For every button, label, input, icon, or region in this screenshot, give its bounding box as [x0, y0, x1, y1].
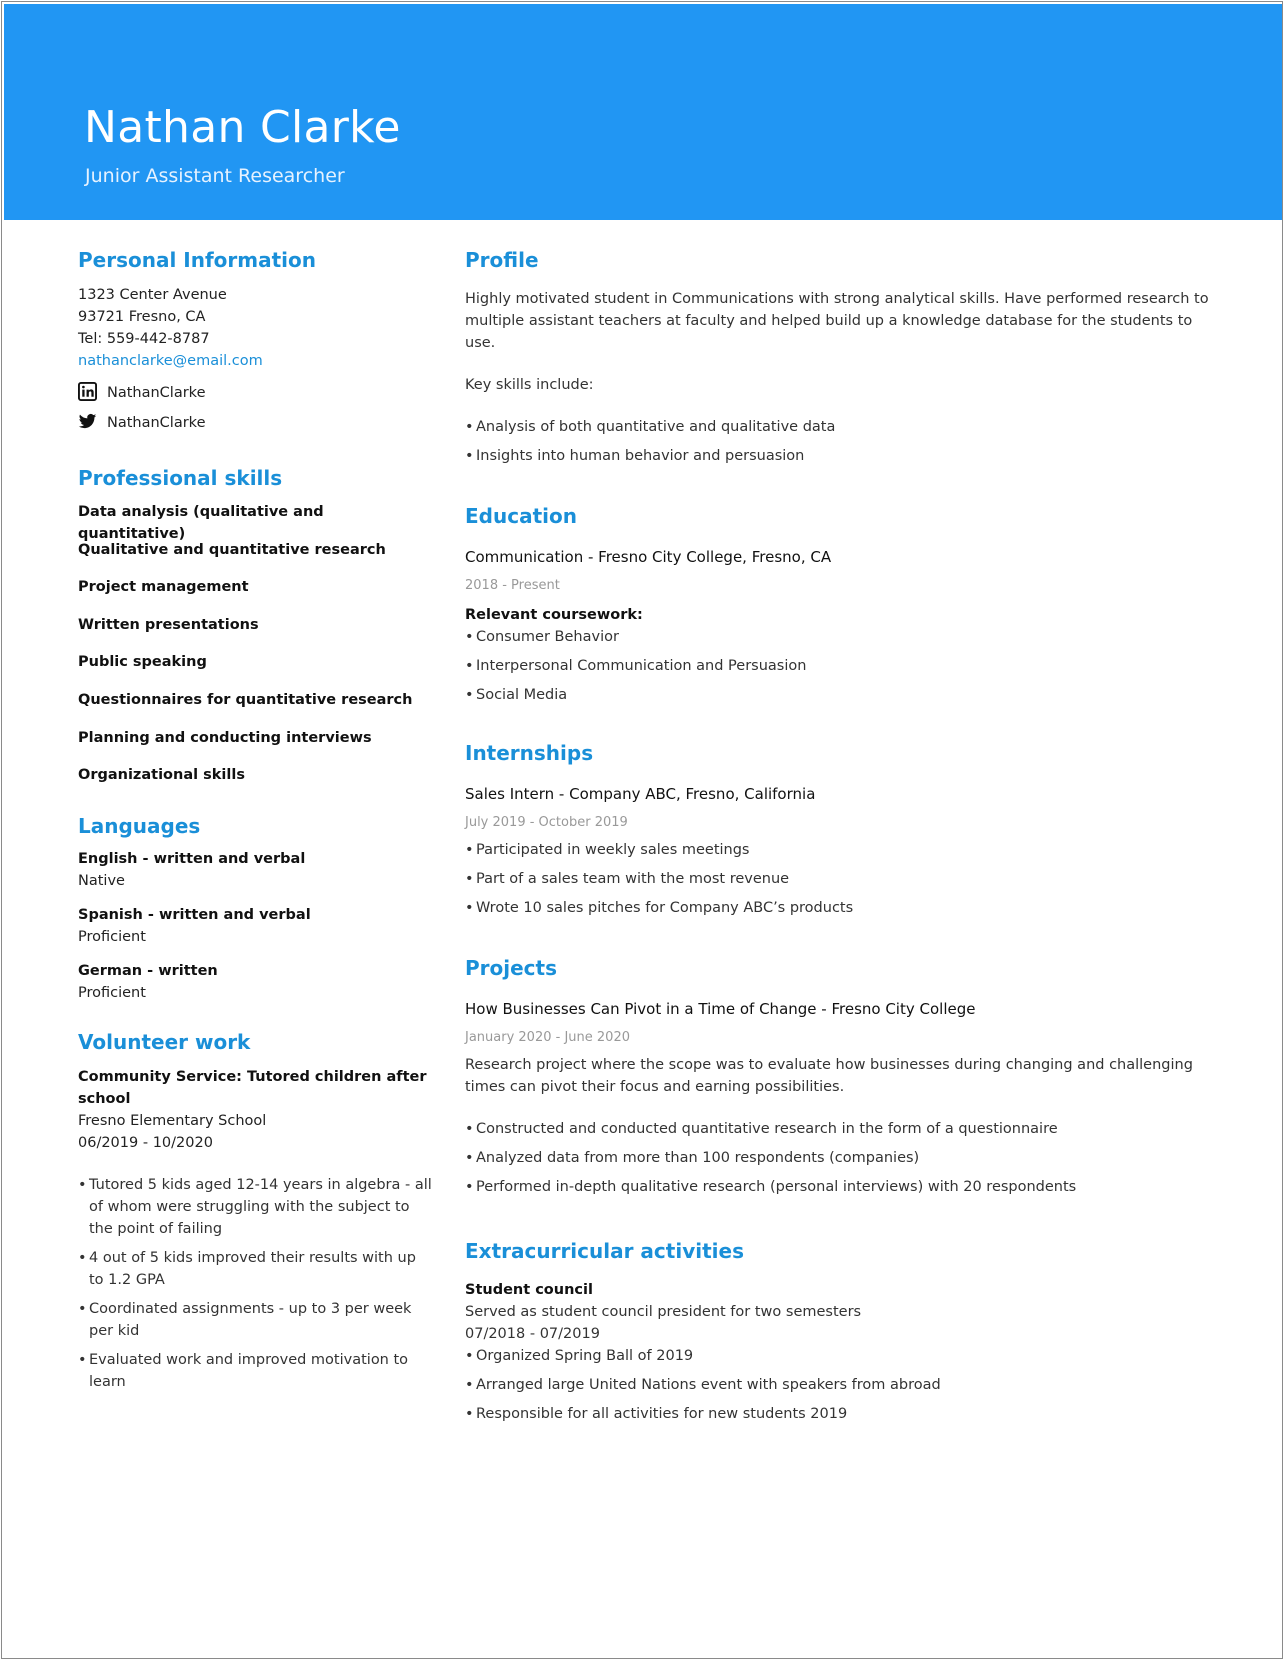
project-description: Research project where the scope was to evaluate how businesses during changing and challenging times can pivot their focus and earning possibilities. — [465, 1057, 1193, 1095]
volunteer-place: Fresno Elementary School — [78, 1112, 267, 1129]
left-column — [78, 248, 433, 1400]
internship-position: Sales Intern - Company ABC, Fresno, California — [465, 785, 816, 803]
education-degree: Communication - Fresno City College, Fresno, CA — [465, 548, 832, 566]
language-name: Spanish - written and verbal — [78, 906, 311, 923]
section-title-languages: Languages — [78, 813, 201, 838]
project-name: How Businesses Can Pivot in a Time of Change - Fresno City College — [465, 1000, 976, 1018]
profile-summary: Highly motivated student in Communications with strong analytical skills. Have performed research to multiple assistant teachers at faculty and helped build up a knowledge database for the students to use. — [465, 291, 1209, 351]
bullet-item: • Constructed and conducted quantitative research in the form of a questionnaire — [465, 1118, 1217, 1140]
internship-bullets — [465, 839, 1217, 919]
volunteer-dates: 06/2019 - 10/2020 — [78, 1134, 213, 1151]
skill-item: Qualitative and quantitative research — [78, 541, 386, 558]
skill-item: Written presentations — [78, 616, 259, 633]
bullet-item: • Arranged large United Nations event with speakers from abroad — [465, 1374, 1217, 1396]
volunteer-role: Community Service: Tutored children after school — [78, 1068, 427, 1107]
skills-list — [78, 501, 433, 802]
skill-item: Project management — [78, 579, 249, 596]
bullet-item: • Social Media — [465, 684, 1217, 706]
language-name: German - written — [78, 962, 218, 979]
language-entry — [78, 960, 433, 1004]
section-title-extracurricular: Extracurricular activities — [465, 1239, 744, 1263]
bullet-item: • Analysis of both quantitative and qualitative data — [465, 416, 1217, 438]
linkedin-icon — [78, 382, 97, 405]
language-name: English - written and verbal — [78, 850, 306, 867]
skill-item: Data analysis (qualitative and quantitative) — [78, 504, 324, 542]
volunteer-bullets — [78, 1174, 433, 1393]
language-level: Proficient — [78, 928, 146, 945]
language-level: Proficient — [78, 984, 146, 1001]
section-title-volunteer: Volunteer work — [78, 1029, 251, 1054]
resume-page — [1, 1, 1283, 1659]
bullet-item: • Interpersonal Communication and Persuasion — [465, 655, 1217, 677]
twitter-handle: NathanClarke — [107, 415, 206, 431]
skill-item: Organizational skills — [78, 767, 245, 784]
right-column — [465, 248, 1217, 1432]
skill-item: Questionnaires for quantitative research — [78, 691, 413, 708]
phone: Tel: 559-442-8787 — [78, 331, 210, 347]
language-entry — [78, 848, 433, 892]
bullet-item: • Coordinated assignments - up to 3 per week per kid — [78, 1298, 433, 1342]
coursework-label: Relevant coursework: — [465, 607, 643, 623]
section-title-education: Education — [465, 504, 577, 528]
project-dates: January 2020 - June 2020 — [465, 1030, 630, 1045]
education-dates: 2018 - Present — [465, 578, 560, 593]
language-entry — [78, 904, 433, 948]
skill-item: Public speaking — [78, 654, 207, 671]
bullet-item: • Analyzed data from more than 100 respondents (companies) — [465, 1147, 1217, 1169]
bullet-item: • Participated in weekly sales meetings — [465, 839, 1217, 861]
bullet-item: • Consumer Behavior — [465, 626, 1217, 648]
section-title-personal: Personal Information — [78, 248, 316, 272]
bullet-item: • 4 out of 5 kids improved their results with up to 1.2 GPA — [78, 1247, 433, 1291]
twitter-icon — [78, 412, 97, 435]
extracurricular-dates: 07/2018 - 07/2019 — [465, 1326, 600, 1342]
section-title-skills: Professional skills — [78, 466, 283, 490]
coursework-bullets — [465, 626, 1217, 706]
bullet-item: • Part of a sales team with the most revenue — [465, 868, 1217, 890]
twitter-link[interactable] — [78, 408, 433, 438]
candidate-role: Junior Assistant Researcher — [85, 165, 345, 187]
linkedin-handle: NathanClarke — [107, 385, 206, 401]
profile-bullets — [465, 416, 1217, 467]
languages-list — [78, 848, 433, 1004]
city: 93721 Fresno, CA — [78, 309, 206, 325]
key-skills-intro: Key skills include: — [465, 377, 594, 393]
section-title-internships: Internships — [465, 741, 594, 765]
internship-dates: July 2019 - October 2019 — [465, 815, 628, 830]
section-title-profile: Profile — [465, 248, 539, 272]
candidate-name: Nathan Clarke — [84, 102, 401, 153]
extracurricular-role: Student council — [465, 1282, 593, 1298]
extracurricular-description: Served as student council president for two semesters — [465, 1304, 862, 1320]
extracurricular-bullets — [465, 1345, 1217, 1425]
section-title-projects: Projects — [465, 956, 558, 980]
bullet-item: • Wrote 10 sales pitches for Company ABC’s products — [465, 897, 1217, 919]
project-bullets — [465, 1118, 1217, 1198]
bullet-item: • Performed in-depth qualitative research (personal interviews) with 20 respondents — [465, 1176, 1217, 1198]
bullet-item: • Responsible for all activities for new students 2019 — [465, 1403, 1217, 1425]
skill-item: Planning and conducting interviews — [78, 729, 372, 746]
header-banner — [4, 4, 1282, 220]
bullet-item: • Tutored 5 kids aged 12-14 years in algebra - all of whom were struggling with the subject to the point of failing — [78, 1174, 433, 1240]
bullet-item: • Evaluated work and improved motivation to learn — [78, 1349, 433, 1393]
bullet-item: • Insights into human behavior and persuasion — [465, 445, 1217, 467]
address: 1323 Center Avenue — [78, 287, 227, 303]
language-level: Native — [78, 872, 125, 889]
email-link[interactable]: nathanclarke@email.com — [78, 353, 263, 369]
linkedin-link[interactable] — [78, 378, 433, 408]
bullet-item: • Organized Spring Ball of 2019 — [465, 1345, 1217, 1367]
